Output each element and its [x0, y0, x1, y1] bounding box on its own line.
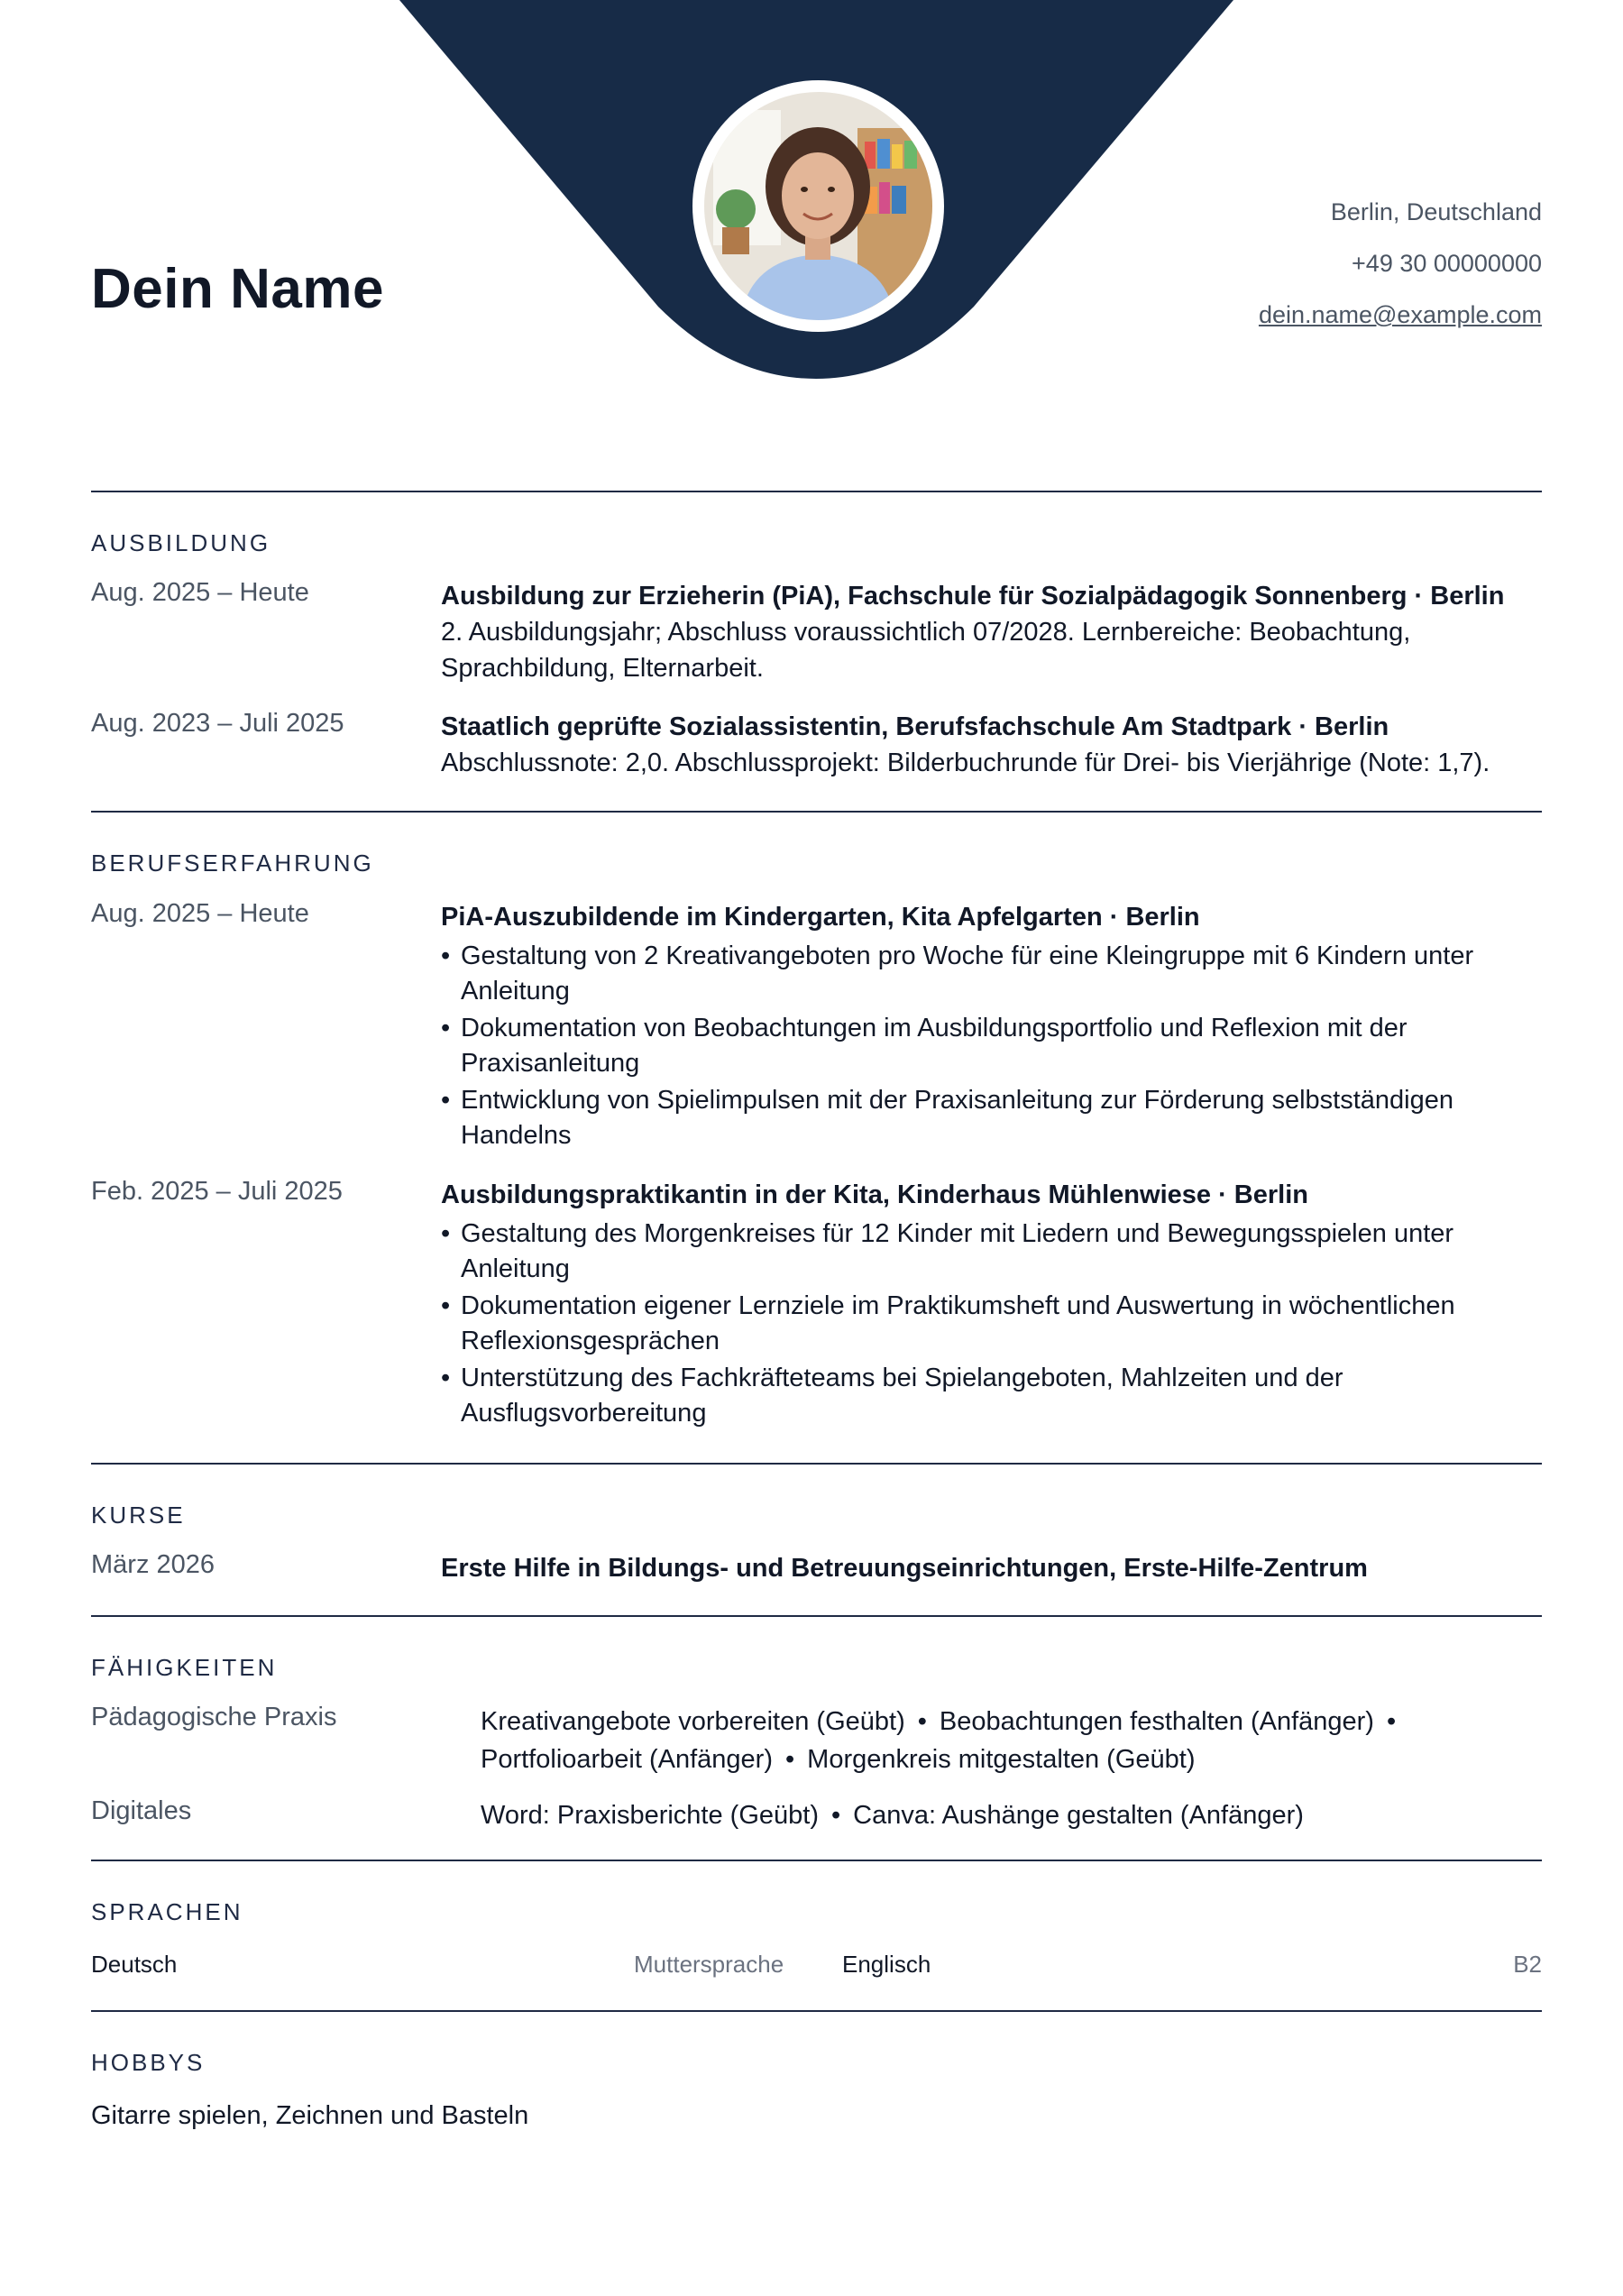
entry-date: Aug. 2025 – Heute	[91, 578, 309, 607]
email-link[interactable]: dein.name@example.com	[1258, 301, 1542, 328]
section-divider	[91, 1860, 1542, 1861]
language-name: Deutsch	[91, 1951, 178, 1978]
section-divider	[91, 1615, 1542, 1617]
entry-content	[441, 899, 1541, 1155]
language-name: Englisch	[842, 1951, 931, 1978]
entry-date: Feb. 2025 – Juli 2025	[91, 1177, 343, 1206]
skill-item: Beobachtungen festhalten (Anfänger)	[939, 1707, 1374, 1736]
contact-block	[1259, 194, 1542, 348]
entry-title: Erste Hilfe in Bildungs- und Betreuungseinrichtungen, Erste-Hilfe-Zentrum	[441, 1554, 1368, 1583]
portrait-photo	[704, 92, 932, 320]
entry-title: Staatlich geprüfte Sozialassistentin, Berufsfachschule Am Stadtpark · Berlin	[441, 712, 1389, 741]
section-title-courses: KURSE	[91, 1502, 186, 1529]
entry-text: 2. Ausbildungsjahr; Abschluss voraussichtlich 07/2028. Lernbereiche: Beobachtung, Sprachbildung, Elternarbeit.	[441, 618, 1411, 683]
person-name: Dein Name	[91, 258, 384, 320]
bullet-separator: •	[831, 1801, 841, 1830]
entry-date: Aug. 2025 – Heute	[91, 899, 309, 928]
hobbies-text: Gitarre spielen, Zeichnen und Basteln	[91, 2101, 529, 2130]
bullet-list	[441, 939, 1541, 1153]
skill-item: Kreativangebote vorbereiten (Geübt)	[481, 1707, 905, 1736]
bullet-separator: •	[917, 1707, 927, 1736]
entry-text: Abschlussnote: 2,0. Abschlussprojekt: Bilderbuchrunde für Drei- bis Vierjährige (Note: 1,7).	[441, 748, 1490, 777]
bullet-item: • Unterstützung des Fachkräfteteams bei Spielangeboten, Mahlzeiten und der Ausflugsvorbereitung	[441, 1361, 1541, 1431]
entry-content	[441, 1550, 1541, 1586]
section-divider	[91, 1463, 1542, 1465]
bullet-separator: •	[785, 1745, 795, 1774]
section-title-languages: SPRACHEN	[91, 1898, 243, 1925]
section-title-hobbies: HOBBYS	[91, 2049, 206, 2076]
location-text: Berlin, Deutschland	[1330, 198, 1542, 225]
language-level: B2	[1513, 1951, 1542, 1978]
skill-group-label: Digitales	[91, 1796, 192, 1825]
skill-items	[481, 1703, 1518, 1778]
section-divider	[91, 491, 1542, 492]
entry-content	[441, 709, 1541, 781]
entry-date: März 2026	[91, 1550, 215, 1579]
bullet-list	[441, 1217, 1541, 1431]
skill-items	[481, 1796, 1518, 1834]
entry-content	[441, 578, 1541, 686]
bullet-item: • Dokumentation eigener Lernziele im Praktikumsheft und Auswertung in wöchentlichen Reflexionsgesprächen	[441, 1289, 1541, 1359]
skill-group-label: Pädagogische Praxis	[91, 1703, 337, 1731]
section-divider	[91, 2010, 1542, 2012]
bullet-separator: •	[1386, 1707, 1397, 1736]
phone-text[interactable]: +49 30 00000000	[1352, 250, 1542, 277]
section-title-skills: FÄHIGKEITEN	[91, 1654, 278, 1681]
section-divider	[91, 811, 1542, 813]
language-level: Muttersprache	[634, 1951, 784, 1978]
skill-item: Word: Praxisberichte (Geübt)	[481, 1801, 819, 1830]
skill-item: Canva: Aushänge gestalten (Anfänger)	[853, 1801, 1304, 1830]
section-title-education: AUSBILDUNG	[91, 529, 271, 556]
entry-date: Aug. 2023 – Juli 2025	[91, 709, 344, 738]
entry-title: PiA-Auszubildende im Kindergarten, Kita Apfelgarten · Berlin	[441, 903, 1200, 932]
section-title-experience: BERUFSERFAHRUNG	[91, 850, 374, 877]
bullet-item: • Dokumentation von Beobachtungen im Ausbildungsportfolio und Reflexion mit der Praxisanleitung	[441, 1011, 1541, 1081]
bullet-item: • Gestaltung des Morgenkreises für 12 Kinder mit Liedern und Bewegungsspielen unter Anleitung	[441, 1217, 1541, 1287]
entry-title: Ausbildung zur Erzieherin (PiA), Fachschule für Sozialpädagogik Sonnenberg · Berlin	[441, 582, 1505, 611]
bullet-item: • Gestaltung von 2 Kreativangeboten pro Woche für eine Kleingruppe mit 6 Kindern unter Anleitung	[441, 939, 1541, 1009]
skill-item: Portfolioarbeit (Anfänger)	[481, 1745, 773, 1774]
bullet-item: • Entwicklung von Spielimpulsen mit der Praxisanleitung zur Förderung selbstständigen Handelns	[441, 1083, 1541, 1153]
entry-content	[441, 1177, 1541, 1433]
skill-item: Morgenkreis mitgestalten (Geübt)	[807, 1745, 1196, 1774]
entry-title: Ausbildungspraktikantin in der Kita, Kinderhaus Mühlenwiese · Berlin	[441, 1180, 1308, 1209]
